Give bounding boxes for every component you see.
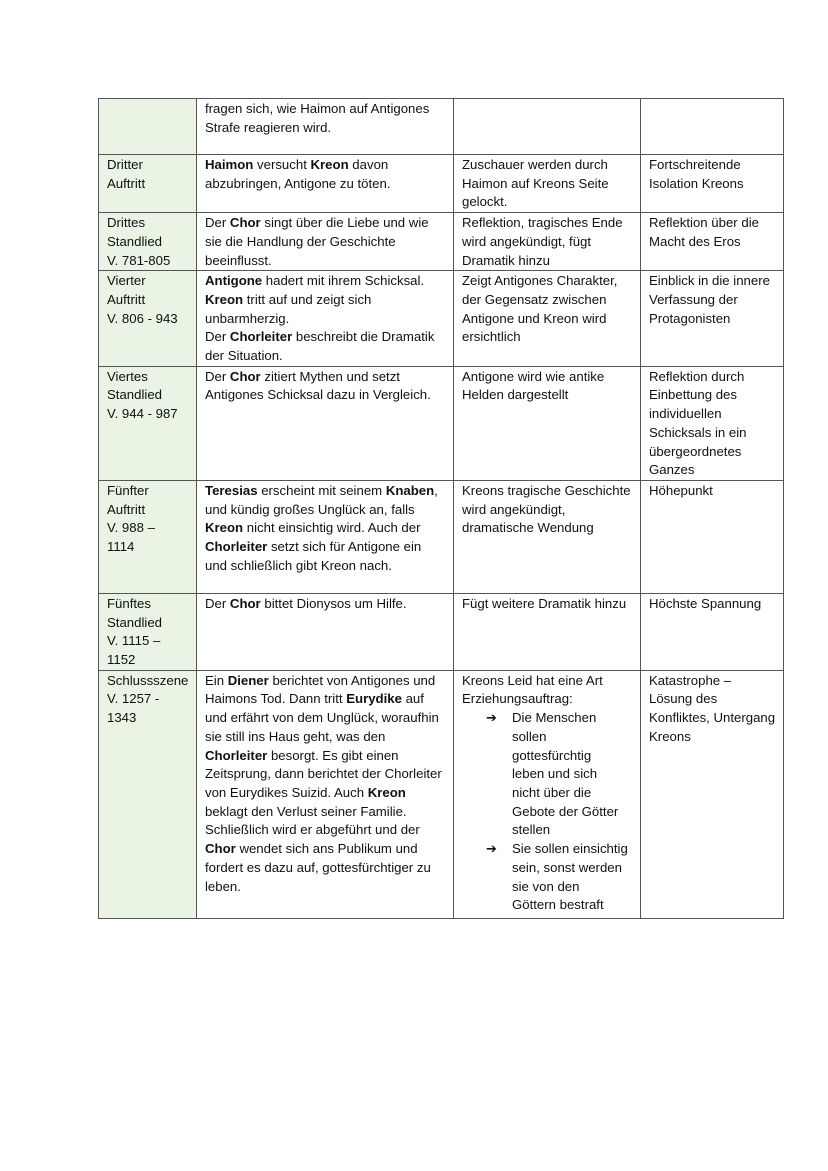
- character-name: Chor: [229, 595, 261, 611]
- content-text: nicht einsichtig wird. Auch der: [243, 520, 421, 536]
- scene-cell: [99, 99, 197, 155]
- content-text: Der: [205, 368, 230, 384]
- scene-cell: [99, 271, 197, 367]
- scene-cell: [99, 670, 197, 918]
- content-cell: [197, 155, 454, 213]
- character-name: Kreon: [310, 157, 349, 172]
- content-cell: [197, 366, 454, 480]
- table-row: [99, 480, 784, 593]
- table-row: [99, 593, 784, 670]
- character-name: Chorleiter: [205, 539, 268, 555]
- content-text: beklagt den Verlust seiner Familie. Schließlich wird er abgeführt und der: [205, 803, 420, 838]
- content-text: versucht: [253, 157, 311, 172]
- effect-cell: [454, 593, 641, 670]
- content-text: beschreibt die Dramatik der Situation.: [205, 329, 435, 364]
- content-text: Der: [205, 595, 230, 611]
- function-text: Einblick in die innere Verfassung der Protagonisten: [649, 273, 770, 326]
- content-text: davon abzubringen, Antigone zu töten.: [205, 157, 391, 191]
- content-cell: [197, 213, 454, 271]
- effect-cell: [454, 670, 641, 918]
- content-text: auf und erfährt von dem Unglück, woraufhin sie still ins Haus geht, was den: [205, 691, 439, 744]
- scene-label: Viertes Standlied V. 944 - 987: [107, 368, 178, 422]
- plot-table-body: [99, 99, 784, 919]
- function-cell: [641, 670, 784, 918]
- effect-text: Zeigt Antigones Charakter, der Gegensatz zwischen Antigone und Kreon wird ersichtlich: [462, 273, 618, 345]
- character-name: Chor: [229, 368, 261, 384]
- effect-cell: [454, 366, 641, 480]
- effect-cell: [454, 213, 641, 271]
- content-text: wendet sich ans Publikum und fordert es dazu auf, gottesfürchtiger zu leben.: [205, 841, 431, 894]
- content-text: setzt sich für Antigone ein und schließlich gibt Kreon nach.: [205, 539, 422, 573]
- content-cell: [197, 670, 454, 918]
- function-cell: [641, 99, 784, 155]
- table-row: [99, 213, 784, 271]
- function-cell: [641, 155, 784, 213]
- character-name: Antigone: [205, 273, 263, 289]
- character-name: Chor: [229, 215, 261, 231]
- scene-cell: [99, 213, 197, 271]
- effect-list: [462, 709, 633, 915]
- table-row: [99, 670, 784, 918]
- function-cell: [641, 480, 784, 593]
- character-name: Knaben: [385, 482, 435, 498]
- content-text: Ein: [205, 672, 228, 688]
- character-name: Diener: [227, 672, 269, 688]
- content-text: hadert mit ihrem Schicksal.: [262, 273, 425, 289]
- character-name: Chor: [205, 841, 236, 857]
- content-cell: [197, 593, 454, 670]
- function-cell: [641, 213, 784, 271]
- effect-cell: [454, 155, 641, 213]
- character-name: Kreon: [205, 520, 244, 536]
- content-text: fragen sich, wie Haimon auf Antigones Strafe reagieren wird.: [205, 101, 430, 135]
- scene-label: Drittes Standlied V. 781-805: [107, 215, 171, 268]
- scene-label: Vierter Auftritt V. 806 - 943: [107, 273, 178, 326]
- list-item: [486, 840, 633, 915]
- scene-label: Schlussszene V. 1257 - 1343: [107, 672, 189, 726]
- arrow-right-icon: ➔: [486, 710, 497, 726]
- scene-cell: [99, 480, 197, 593]
- list-item-text: Sie sollen einsichtig sein, sonst werden sie von den Göttern bestraft: [512, 841, 628, 913]
- content-text: singt über die Liebe und wie sie die Handlung der Geschichte beeinflusst.: [205, 215, 429, 268]
- effect-text: Fügt weitere Dramatik hinzu: [462, 595, 627, 611]
- content-text: berichtet von Antigones und Haimons Tod. Dann tritt: [205, 672, 436, 707]
- effect-text: Kreons Leid hat eine Art Erziehungsauftrag:: [462, 672, 603, 707]
- character-name: Chorleiter: [205, 747, 268, 763]
- effect-cell: [454, 480, 641, 593]
- character-name: Haimon: [205, 157, 254, 172]
- effect-cell: [454, 271, 641, 367]
- content-cell: [197, 480, 454, 593]
- plot-table: [98, 98, 784, 919]
- function-text: Höhepunkt: [649, 482, 713, 498]
- content-text: , und kündig großes Unglück an, falls: [205, 482, 438, 517]
- effect-text: Zuschauer werden durch Haimon auf Kreons Seite gelockt.: [462, 157, 609, 210]
- content-text: erscheint mit seinem: [257, 482, 386, 498]
- content-cell: [197, 271, 454, 367]
- effect-text: Kreons tragische Geschichte wird angekündigt, dramatische Wendung: [462, 482, 631, 536]
- scene-cell: [99, 366, 197, 480]
- function-cell: [641, 271, 784, 367]
- content-cell: [197, 99, 454, 155]
- function-text: Fortschreitende Isolation Kreons: [649, 157, 744, 191]
- list-item-text: Die Menschen sollen gottesfürchtig leben und sich nicht über die Gebote der Götter stellen: [512, 710, 619, 838]
- function-text: Reflektion über die Macht des Eros: [649, 215, 759, 249]
- effect-text: Reflektion, tragisches Ende wird angekündigt, fügt Dramatik hinzu: [462, 215, 623, 268]
- character-name: Chorleiter: [229, 329, 293, 345]
- list-item: [486, 709, 633, 840]
- scene-label: Fünfter Auftritt V. 988 – 1114: [107, 482, 155, 555]
- character-name: Kreon: [205, 291, 244, 307]
- table-row: [99, 366, 784, 480]
- content-text: tritt auf und zeigt sich unbarmherzig.: [205, 291, 372, 326]
- function-text: Katastrophe – Lösung des Konfliktes, Untergang Kreons: [649, 672, 776, 744]
- table-row: [99, 271, 784, 367]
- character-name: Teresias: [205, 482, 258, 498]
- arrow-right-icon: ➔: [486, 841, 497, 857]
- content-text: zitiert Mythen und setzt Antigones Schicksal dazu in Vergleich.: [205, 368, 431, 403]
- table-row: [99, 99, 784, 155]
- function-cell: [641, 593, 784, 670]
- scene-label: Fünftes Standlied V. 1115 – 1152: [107, 595, 162, 668]
- scene-label: Dritter Auftritt: [107, 157, 146, 191]
- scene-cell: [99, 155, 197, 213]
- effect-text: Antigone wird wie antike Helden dargestellt: [462, 368, 605, 403]
- content-text: Der: [205, 215, 230, 231]
- function-cell: [641, 366, 784, 480]
- scene-cell: [99, 593, 197, 670]
- effect-cell: [454, 99, 641, 155]
- content-text: bittet Dionysos um Hilfe.: [260, 595, 407, 611]
- function-text: Reflektion durch Einbettung des individuellen Schicksals in ein übergeordnetes Ganzes: [649, 368, 747, 478]
- content-text: besorgt. Es gibt einen Zeitsprung, dann berichtet der Chorleiter von Eurydikes Suizid. Auch: [205, 747, 442, 800]
- character-name: Eurydike: [346, 691, 402, 707]
- content-text: Der: [205, 329, 230, 345]
- character-name: Kreon: [367, 784, 406, 800]
- table-row: [99, 155, 784, 213]
- function-text: Höchste Spannung: [649, 595, 762, 611]
